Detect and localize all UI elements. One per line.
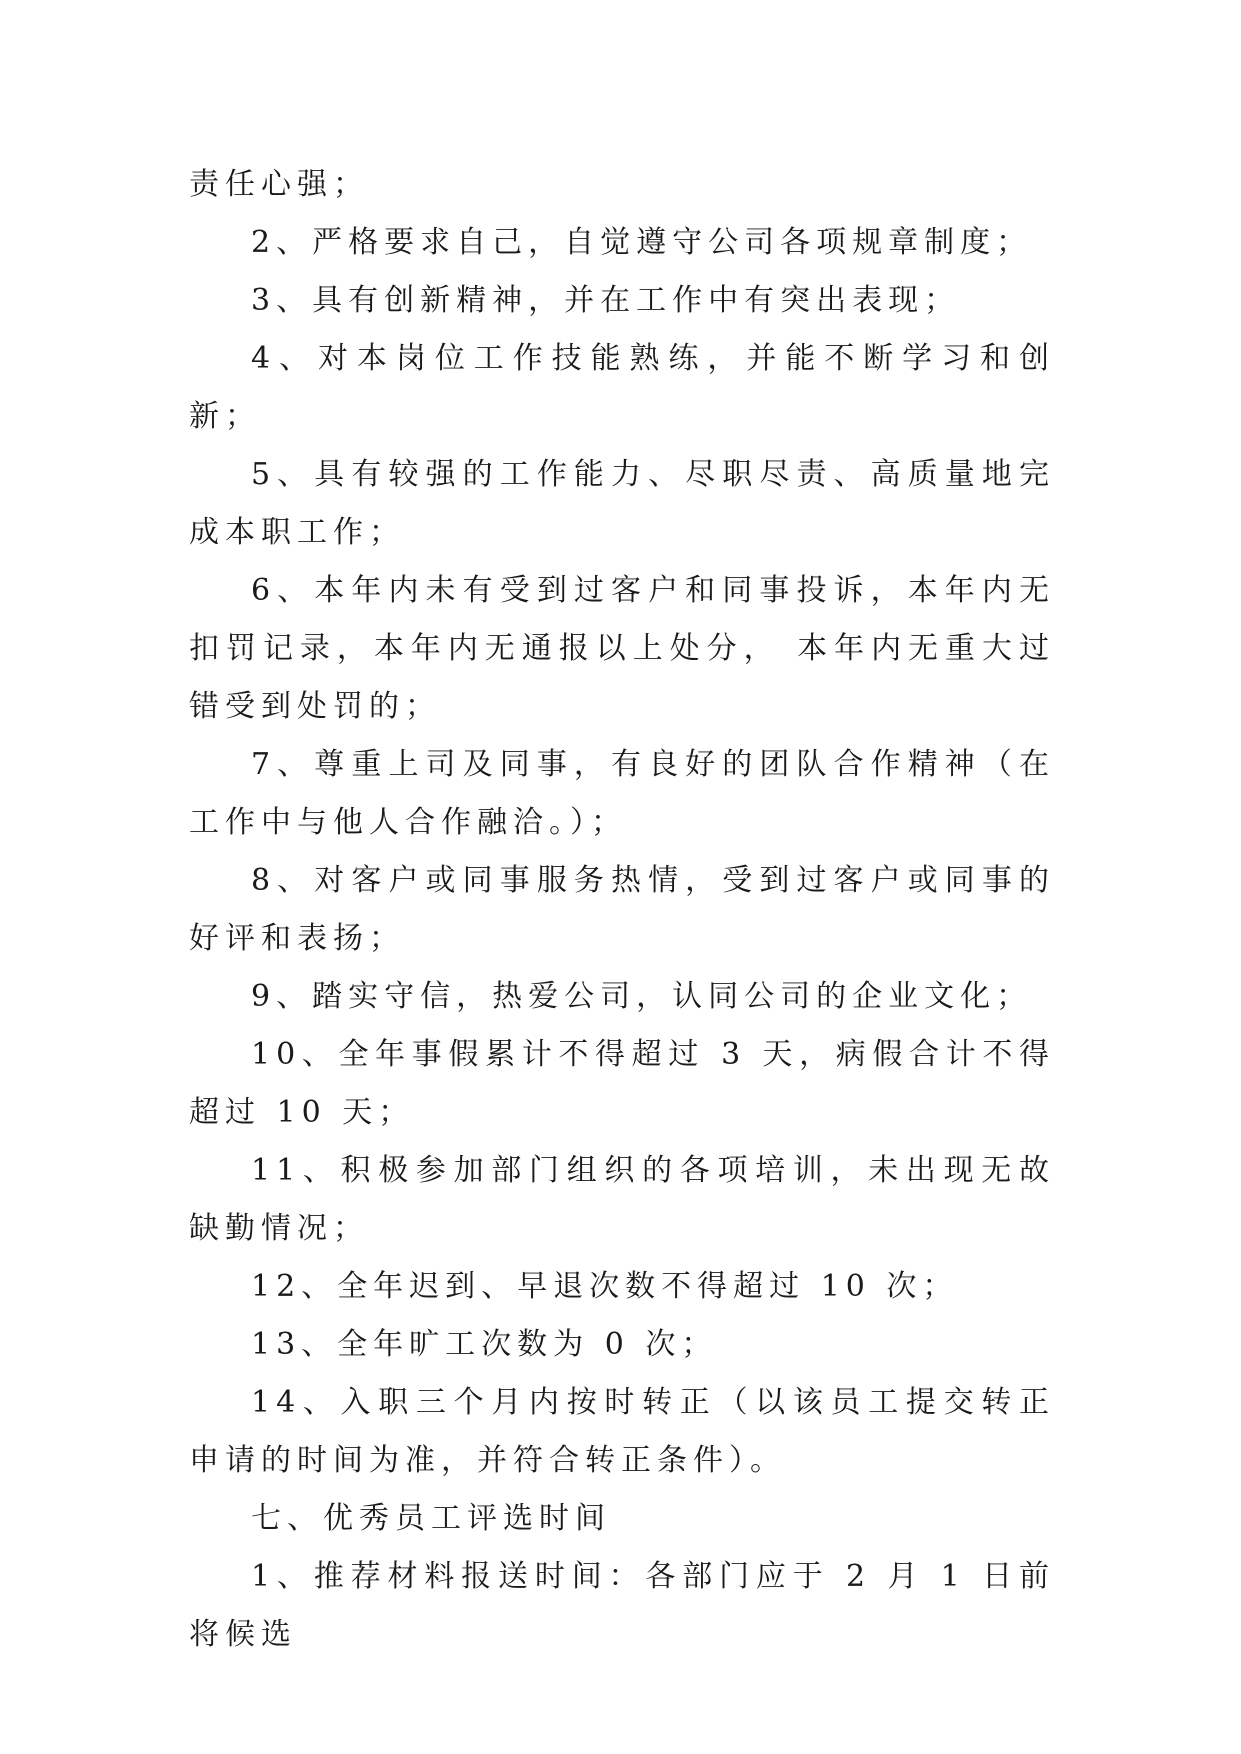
timeline-item-1: 1、推荐材料报送时间：各部门应于 2 月 1 日前将候选 <box>189 1559 1055 1652</box>
criterion-11: 11、积极参加部门组织的各项培训，未出现无故缺勤情况； <box>189 1153 1055 1246</box>
criterion-2: 2、严格要求自己，自觉遵守公司各项规章制度； <box>251 225 1033 260</box>
criterion-6: 6、本年内未有受到过客户和同事投诉，本年内无扣罚记录，本年内无通报以上处分， 本年内无重大过错受到处罚的； <box>189 573 1055 724</box>
criterion-14: 14、入职三个月内按时转正（以该员工提交转正申请的时间为准，并符合转正条件）。 <box>189 1385 1055 1478</box>
criterion-5: 5、具有较强的工作能力、尽职尽责、高质量地完成本职工作； <box>189 457 1055 550</box>
criterion-4: 4、对本岗位工作技能熟练，并能不断学习和创新； <box>189 341 1055 434</box>
criterion-10: 10、全年事假累计不得超过 3 天，病假合计不得超过 10 天； <box>189 1037 1055 1130</box>
criterion-7: 7、尊重上司及同事，有良好的团队合作精神（在工作中与他人合作融洽。）； <box>189 747 1055 840</box>
section-heading: 七、优秀员工评选时间 <box>251 1501 611 1536</box>
document-body <box>189 156 1055 1664</box>
paragraph-continuation: 责任心强； <box>189 167 369 202</box>
criterion-8: 8、对客户或同事服务热情，受到过客户或同事的好评和表扬； <box>189 863 1055 956</box>
criterion-3: 3、具有创新精神，并在工作中有突出表现； <box>251 283 961 318</box>
criterion-12: 12、全年迟到、早退次数不得超过 10 次； <box>251 1269 959 1304</box>
criterion-9: 9、踏实守信，热爱公司，认同公司的企业文化； <box>251 979 1033 1014</box>
criterion-13: 13、全年旷工次数为 0 次； <box>251 1327 718 1362</box>
